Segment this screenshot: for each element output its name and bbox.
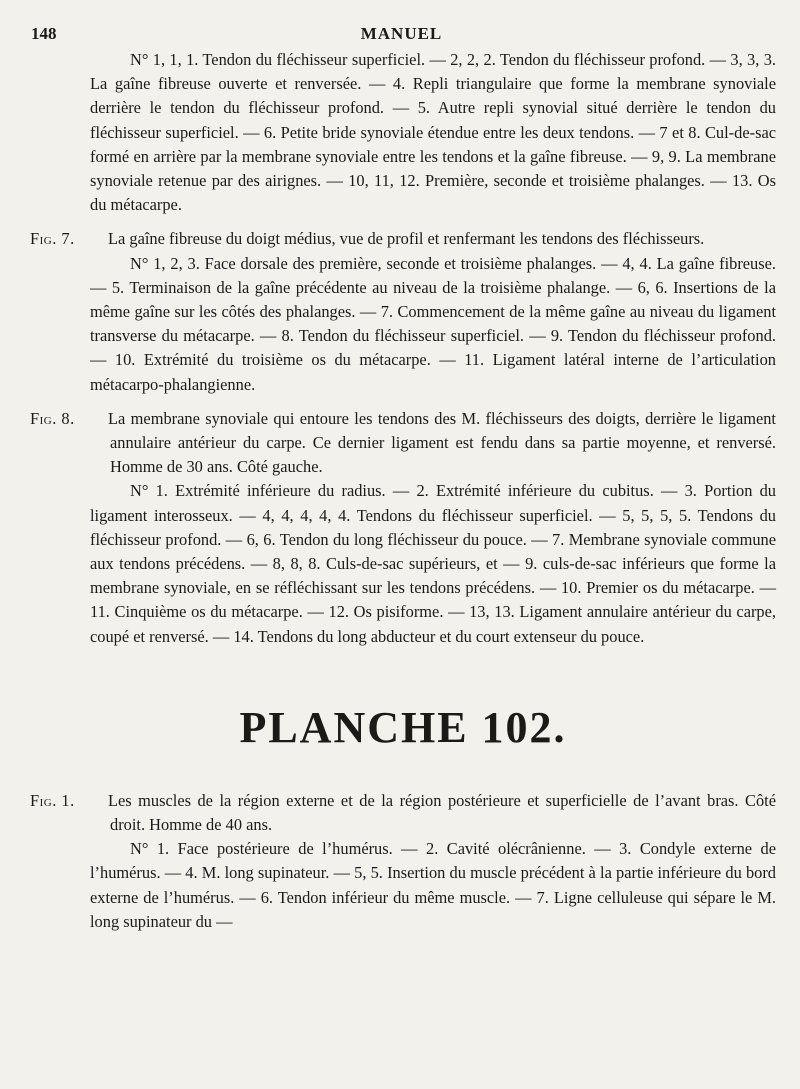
figure-caption-text: La membrane synoviale qui entoure les tendons des M. fléchisseurs des doigts, derrière le ligament annulaire antérieur du carpe. Ce dernier ligament est fendu dans sa partie moyenne, et renversé. Homme de 30 ans. Côté gauche. bbox=[108, 408, 776, 477]
plate-heading: PLANCHE 102. bbox=[239, 702, 567, 752]
page-header bbox=[31, 24, 772, 48]
legend-fig1: N° 1. Face postérieure de l’humérus. — 2. Cavité olécrânienne. — 3. Condyle externe de l’humérus. — 4. M. long supinateur. — 5, 5. Insertion du muscle précédent à la partie inférieure du bord externe de l’humérus. — 6. Tendon inférieur du même muscle. — 7. Ligne celluleuse qui sépare le M. long supinateur du — bbox=[90, 839, 776, 931]
running-title: MANUEL bbox=[360, 24, 443, 43]
legend-fig6: N° 1, 1, 1. Tendon du fléchisseur superficiel. — 2, 2, 2. Tendon du fléchisseur profond. — 3, 3, 3. La gaîne fibreuse ouverte et renversée. — 4. Repli triangulaire que forme la membrane synoviale derrière le tendon du fléchisseur profond. — 5. Autre repli synovial situé derrière le tendon du fléchisseur superficiel. — 6. Petite bride synoviale étendue entre les deux tendons. — 7 et 8. Cul-de-sac formé en arrière par la membrane synoviale entre les tendons et la gaîne fibreuse. — 9, 9. La membrane synoviale retenue par des airignes. — 10, 11, 12. Première, seconde et troisième phalanges. — 13. Os du métacarpe. bbox=[90, 50, 776, 215]
figure-label: Fig. 8. bbox=[30, 408, 75, 428]
legend-fig8: N° 1. Extrémité inférieure du radius. — 2. Extrémité inférieure du cubitus. — 3. Portion du ligament interosseux. — 4, 4, 4, 4, 4. Tendons du fléchisseur superficiel. — 5, 5, 5, 5. Tendons du fléchisseur profond. — 6, 6. Tendon du long fléchisseur du pouce. — 7. Membrane synoviale commune aux tendons précédens. — 8, 8, 8. Culs-de-sac supérieurs, et — 9. culs-de-sac inférieurs que forme la membrane synoviale, en se réfléchissant sur les tendons précédens. — 10. Premier os du métacarpe. — 11. Cinquième os du métacarpe. — 12. Os pisiforme. — 13, 13. Ligament annulaire antérieur du carpe, coupé et renversé. — 14. Tendons du long abducteur et du court extenseur du pouce. bbox=[90, 481, 776, 646]
figure-caption-text: Les muscles de la région externe et de la région postérieure et superficielle de l’avant bras. Côté droit. Homme de 40 ans. bbox=[108, 790, 776, 835]
legend-fig7: N° 1, 2, 3. Face dorsale des première, seconde et troisième phalanges. — 4, 4. La gaîne fibreuse. — 5. Terminaison de la gaîne précédente au niveau de la troisième phalange. — 6, 6. Insertions de la même gaîne sur les côtés des phalanges. — 7. Commencement de la même gaîne au niveau du ligament transverse du métacarpe. — 8. Tendon du fléchisseur superficiel. — 9. Tendon du fléchisseur profond. — 10. Extrémité du troisième os du métacarpe. — 11. Ligament latéral interne de l’articulation métacarpo-phalangienne. bbox=[90, 253, 776, 394]
figure-caption-7 bbox=[30, 227, 776, 251]
page-number: 148 bbox=[31, 24, 57, 43]
figure-label: Fig. 7. bbox=[30, 229, 75, 249]
figure-label: Fig. 1. bbox=[30, 790, 75, 810]
figure-caption-1 bbox=[30, 789, 776, 837]
body-text bbox=[30, 48, 776, 934]
figure-caption-text: La gaîne fibreuse du doigt médius, vue de profil et renfermant les tendons des fléchisseurs. bbox=[108, 229, 705, 249]
figure-caption-8 bbox=[30, 407, 776, 480]
